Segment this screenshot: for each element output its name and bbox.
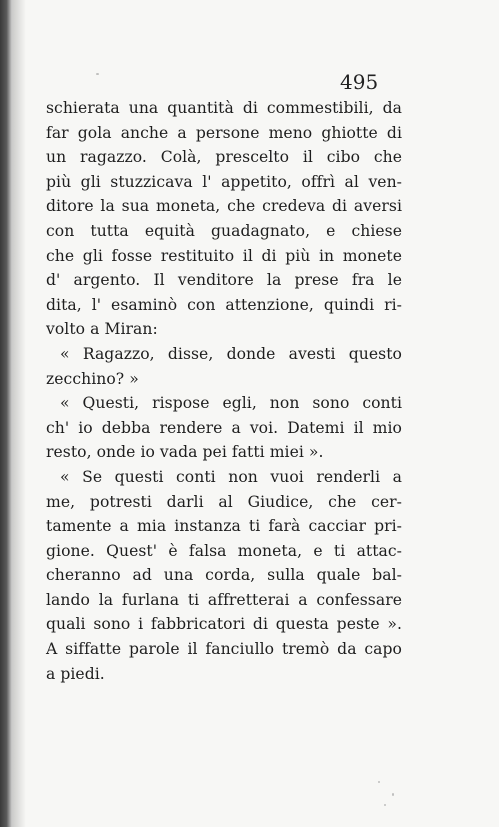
text-line: « Se questi conti non vuoi renderli a [60,467,402,486]
binding-shadow [12,0,26,827]
text-line: A siffatte parole il fanciullo tremò da capo [46,640,402,659]
text-line: quali sono i fabbricatori di questa peste ». [46,615,402,634]
text-line: d' argento. Il venditore la prese fra le [46,271,402,290]
text-line: lando la furlana ti affretterai a confessare [46,590,402,609]
text-line: cheranno ad una corda, sulla quale bal- [46,566,402,585]
text-line: far gola anche a persone meno ghiotte di [46,123,402,142]
text-line: « Questi, rispose egli, non sono conti [60,394,402,413]
text-line: me, potresti darli al Giudice, che cer- [46,492,402,511]
paper-speck [96,73,99,75]
text-line: schierata una quantità di commestibili, da [46,99,402,117]
text-line: che gli fosse restituito il di più in monete [46,246,402,265]
text-line: zecchino? » [46,369,139,388]
book-binding-edge [0,0,12,827]
text-line: un ragazzo. Colà, prescelto il cibo che [46,148,402,167]
body-text [46,96,402,686]
text-line: ch' io debba rendere a voi. Datemi il mio [46,418,402,437]
text-line: a piedi. [46,664,105,683]
paper-speck [384,804,386,806]
text-line: ditore la sua moneta, che credeva di aversi [46,197,402,216]
text-line: con tutta equità guadagnato, e chiese [46,221,402,240]
text-line: « Ragazzo, disse, donde avesti questo [60,344,402,363]
text-line: più gli stuzzicava l' appetito, offrì al ven- [46,172,402,191]
paper-speck [378,781,380,783]
text-line: volto a Miran: [46,320,158,339]
text-line: resto, onde io vada pei fatti miei ». [46,443,324,462]
page-number: 495 [340,70,379,94]
text-line: gione. Quest' è falsa moneta, e ti attac- [46,541,402,560]
paper-speck [392,793,394,796]
text-line: dita, l' esaminò con attenzione, quindi ri- [46,295,402,314]
text-line: tamente a mia instanza ti farà cacciar pri- [46,517,402,536]
